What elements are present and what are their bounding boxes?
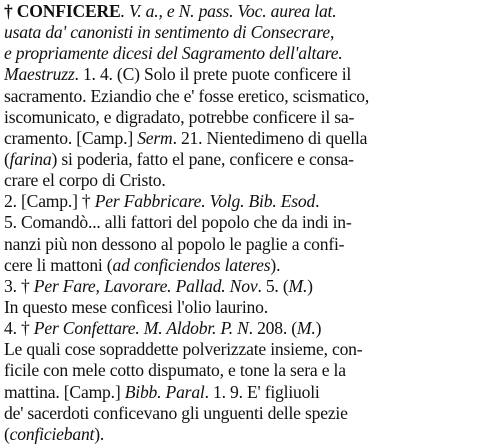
entry-definition: e propriamente dicesi del Sagramento dell'altare. [4, 43, 343, 64]
entry-text: ( [4, 423, 10, 444]
entry-text: , [330, 22, 335, 43]
entry-line [4, 191, 474, 212]
entry-text: ) si poderia, fatto el pane, conficere e consa- [51, 149, 354, 169]
entry-text: cramento. [Camp.] [4, 127, 138, 148]
entry-line [4, 297, 474, 318]
entry-line [4, 170, 474, 191]
entry-text: In questo mese confìcesi l'olio laurino. [4, 297, 268, 317]
entry-text: iscomunicato, e digradato, potrebbe conficere il sa- [4, 106, 355, 127]
entry-text: ficile con mele cotto dispumato, e tone la sera e la [4, 360, 346, 381]
sense-number: 2. [Camp.] † [4, 191, 95, 212]
entry-text: . 21. Nientedimeno di quella [172, 127, 368, 148]
sense-number: 4. † [4, 318, 34, 339]
entry-text: crare el corpo di Cristo. [4, 170, 166, 191]
entry-text: sacramento. Eziandio che e' fosse eretico, scismatico, [4, 85, 370, 106]
entry-line [4, 1, 474, 22]
editor-mark: M. [288, 275, 308, 296]
cross-mark: † [4, 1, 17, 21]
entry-line [4, 339, 474, 360]
entry-text: ) [307, 275, 313, 296]
entry-text: de' sacerdoti conficevano gli unguenti delle spezie [4, 402, 348, 423]
entry-text: ) [315, 318, 322, 339]
entry-line [4, 107, 474, 128]
latin-gloss: farina [9, 149, 52, 169]
entry-line [4, 212, 474, 233]
entry-line [4, 276, 474, 297]
entry-line [4, 403, 474, 424]
entry-text: cere li mattoni ( [4, 254, 113, 275]
headword: CONFICERE [16, 1, 121, 21]
entry-text: . 5. ( [257, 275, 289, 296]
entry-definition: usata da' canonisti in sentimento di Consecrare [4, 22, 331, 43]
entry-line [4, 360, 474, 381]
sense-definition: Per Fare, Lavorare. Pallad. Nov [33, 275, 258, 296]
sense-definition: Per Confettare. M. Aldobr. P. N [33, 318, 249, 339]
sense-definition: Per Fabbricare. Volg. Bib. Esod [94, 191, 316, 212]
entry-text: 5. Comandò... alli fattori del popolo che da indi in- [4, 212, 352, 233]
entry-text: ( [4, 149, 10, 169]
source-citation: Serm [137, 127, 173, 148]
entry-line [4, 318, 474, 339]
entry-line [4, 149, 474, 170]
entry-text: nanzi più non dessono al popolo le paglie a confi- [4, 233, 345, 254]
entry-text: . 1. 4. (C) Solo il prete puote conficere il [74, 64, 352, 85]
entry-text: . 1. 9. E' figliuoli [204, 381, 320, 402]
source-citation: Maestruzz [4, 64, 75, 85]
source-citation: Bibb. Paral [124, 381, 205, 402]
entry-line [4, 382, 474, 403]
entry-text: . [315, 191, 320, 212]
entry-text: . 208. ( [248, 318, 297, 339]
sense-number: 3. † [4, 275, 34, 296]
entry-text: mattina. [Camp.] [4, 381, 125, 402]
entry-line [4, 43, 474, 64]
entry-line [4, 128, 474, 149]
entry-text: ). [94, 423, 105, 444]
entry-definition: . V. a., e N. pass. Voc. aurea lat. [120, 1, 337, 21]
entry-text: ). [270, 254, 281, 275]
entry-line [4, 86, 474, 107]
latin-gloss: conficiebant [9, 423, 95, 444]
entry-line [4, 22, 474, 43]
entry-line [4, 234, 474, 255]
editor-mark: M. [296, 318, 316, 339]
entry-text: Le quali cose sopraddette polverizzate insieme, con- [4, 339, 363, 360]
entry-line [4, 424, 474, 445]
entry-line [4, 64, 474, 85]
entry-line [4, 255, 474, 276]
latin-gloss: ad conficiendos lateres [112, 254, 271, 275]
